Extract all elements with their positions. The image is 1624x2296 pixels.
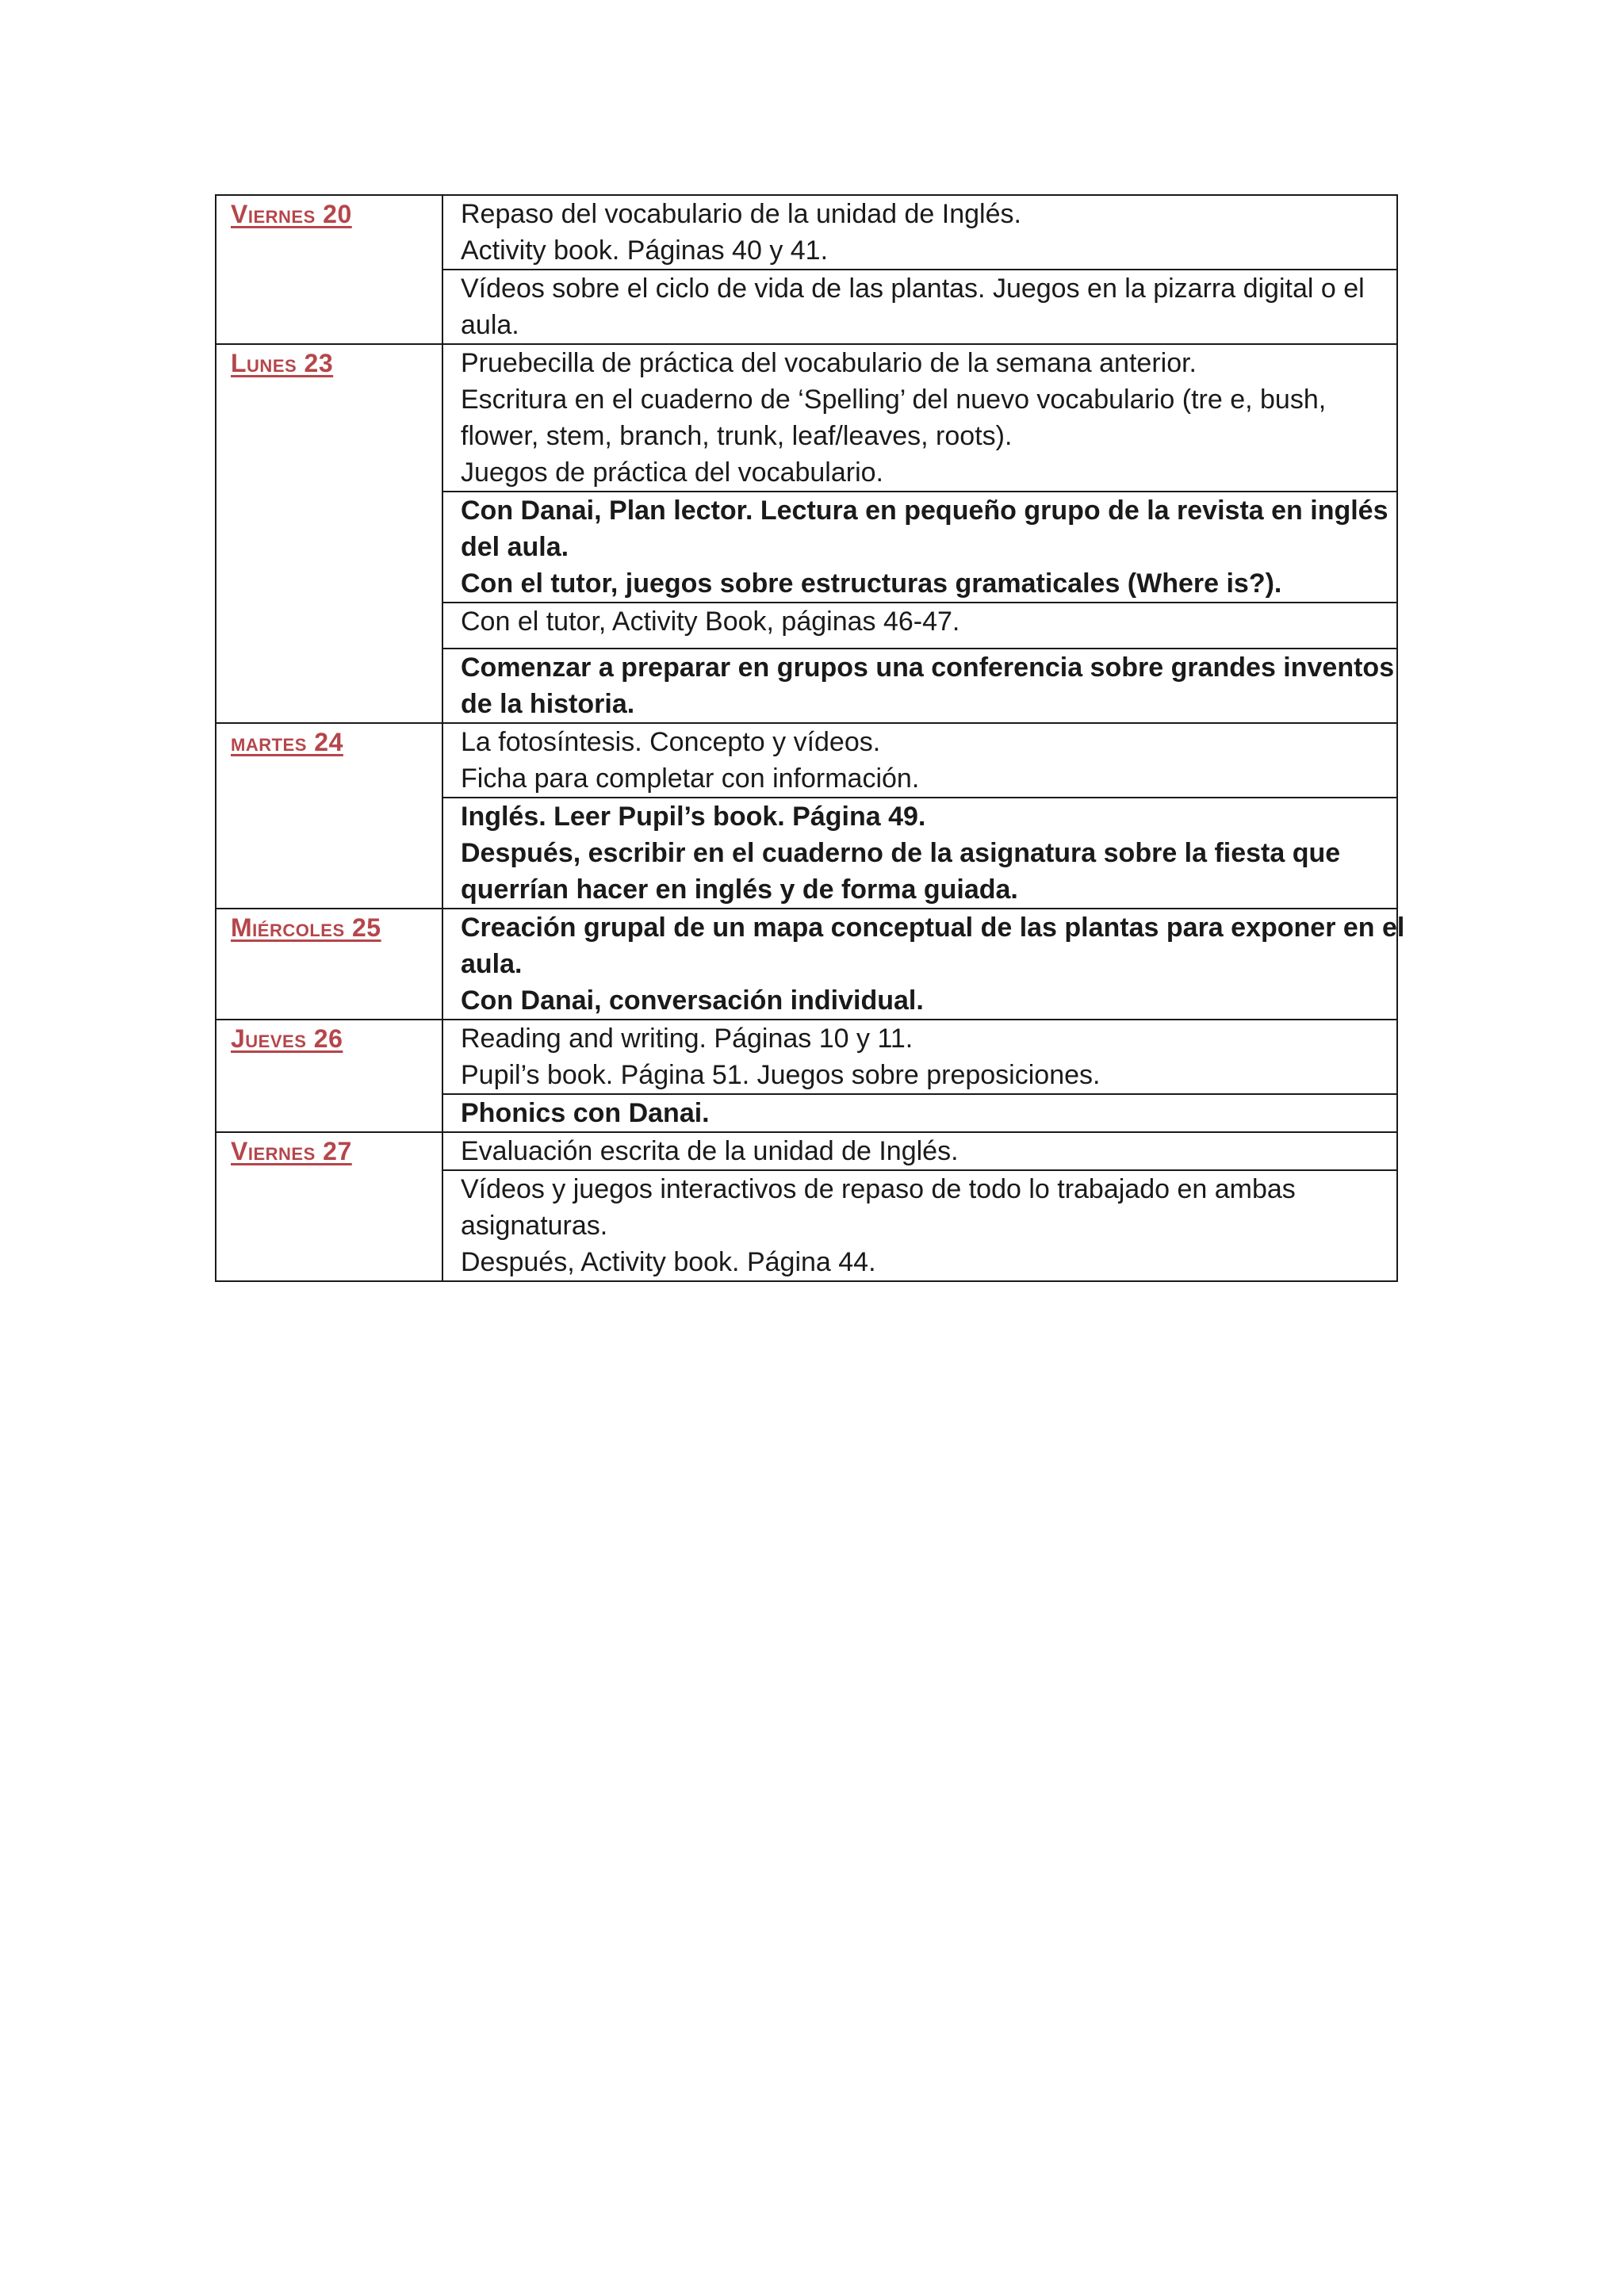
activity-line: del aula. xyxy=(461,532,569,562)
schedule-row xyxy=(216,723,1397,798)
day-cell xyxy=(216,909,442,1020)
activity-line: querrían hacer en inglés y de forma guiada. xyxy=(461,874,1018,905)
day-cell xyxy=(216,1020,442,1132)
schedule-row xyxy=(216,344,1397,492)
activity-line: Phonics con Danai. xyxy=(461,1098,710,1128)
activity-cell xyxy=(442,723,1397,798)
activity-line: Pruebecilla de práctica del vocabulario de la semana anterior. xyxy=(461,348,1197,378)
activity-cell xyxy=(442,270,1397,344)
activity-line: aula. xyxy=(461,949,523,979)
activity-line: Comenzar a preparar en grupos una conferencia sobre grandes inventos xyxy=(461,652,1395,683)
activity-cell xyxy=(442,1094,1397,1132)
day-label: Viernes 20 xyxy=(231,200,352,228)
day-cell xyxy=(216,344,442,723)
activity-line: flower, stem, branch, trunk, leaf/leaves, roots). xyxy=(461,421,1013,451)
schedule-row xyxy=(216,1020,1397,1094)
activity-line: Escritura en el cuaderno de ‘Spelling’ del nuevo vocabulario (tre e, bush, xyxy=(461,385,1327,415)
activity-line: Inglés. Leer Pupil’s book. Página 49. xyxy=(461,802,926,832)
activity-line: Creación grupal de un mapa conceptual de las plantas para exponer en el xyxy=(461,913,1405,943)
activity-cell xyxy=(442,344,1397,492)
activity-line: Después, escribir en el cuaderno de la asignatura sobre la fiesta que xyxy=(461,838,1341,868)
schedule-row xyxy=(216,909,1397,1020)
activity-cell xyxy=(442,649,1397,723)
activity-cell xyxy=(442,1170,1397,1281)
schedule-body xyxy=(216,195,1405,1281)
activity-line: La fotosíntesis. Concepto y vídeos. xyxy=(461,727,881,757)
activity-line: Reading and writing. Páginas 10 y 11. xyxy=(461,1024,914,1054)
schedule-row xyxy=(216,1132,1397,1170)
day-label: Miércoles 25 xyxy=(231,913,381,942)
activity-line: Con Danai, conversación individual. xyxy=(461,985,924,1016)
cell-spacer xyxy=(461,640,1381,648)
activity-cell xyxy=(442,603,1397,649)
day-label: Viernes 27 xyxy=(231,1137,352,1165)
activity-cell xyxy=(442,195,1397,270)
day-cell xyxy=(216,195,442,344)
schedule-row xyxy=(216,195,1397,270)
day-label: martes 24 xyxy=(231,728,343,756)
activity-line: Repaso del vocabulario de la unidad de Inglés. xyxy=(461,199,1021,229)
activity-line: Evaluación escrita de la unidad de Inglés. xyxy=(461,1136,959,1166)
activity-line: Con el tutor, Activity Book, páginas 46-47. xyxy=(461,607,960,637)
activity-line: Ficha para completar con información. xyxy=(461,763,920,794)
activity-cell xyxy=(442,1132,1397,1170)
schedule-table xyxy=(215,194,1405,1282)
activity-line: Pupil’s book. Página 51. Juegos sobre preposiciones. xyxy=(461,1060,1101,1090)
activity-line: Después, Activity book. Página 44. xyxy=(461,1247,876,1277)
activity-line: aula. xyxy=(461,310,519,340)
day-label: Lunes 23 xyxy=(231,349,334,377)
activity-cell xyxy=(442,492,1397,603)
activity-cell xyxy=(442,909,1405,1020)
activity-line: de la historia. xyxy=(461,689,635,719)
activity-line: Juegos de práctica del vocabulario. xyxy=(461,457,883,488)
activity-line: Vídeos sobre el ciclo de vida de las plantas. Juegos en la pizarra digital o el xyxy=(461,274,1365,304)
day-cell xyxy=(216,1132,442,1281)
activity-line: Con Danai, Plan lector. Lectura en pequeño grupo de la revista en inglés xyxy=(461,496,1388,526)
activity-line: asignaturas. xyxy=(461,1211,608,1241)
day-label: Jueves 26 xyxy=(231,1024,343,1053)
activity-cell xyxy=(442,1020,1397,1094)
activity-cell xyxy=(442,798,1397,909)
activity-line: Con el tutor, juegos sobre estructuras gramaticales (Where is?). xyxy=(461,568,1282,599)
day-cell xyxy=(216,723,442,909)
activity-line: Activity book. Páginas 40 y 41. xyxy=(461,235,829,266)
activity-line: Vídeos y juegos interactivos de repaso de todo lo trabajado en ambas xyxy=(461,1174,1296,1204)
